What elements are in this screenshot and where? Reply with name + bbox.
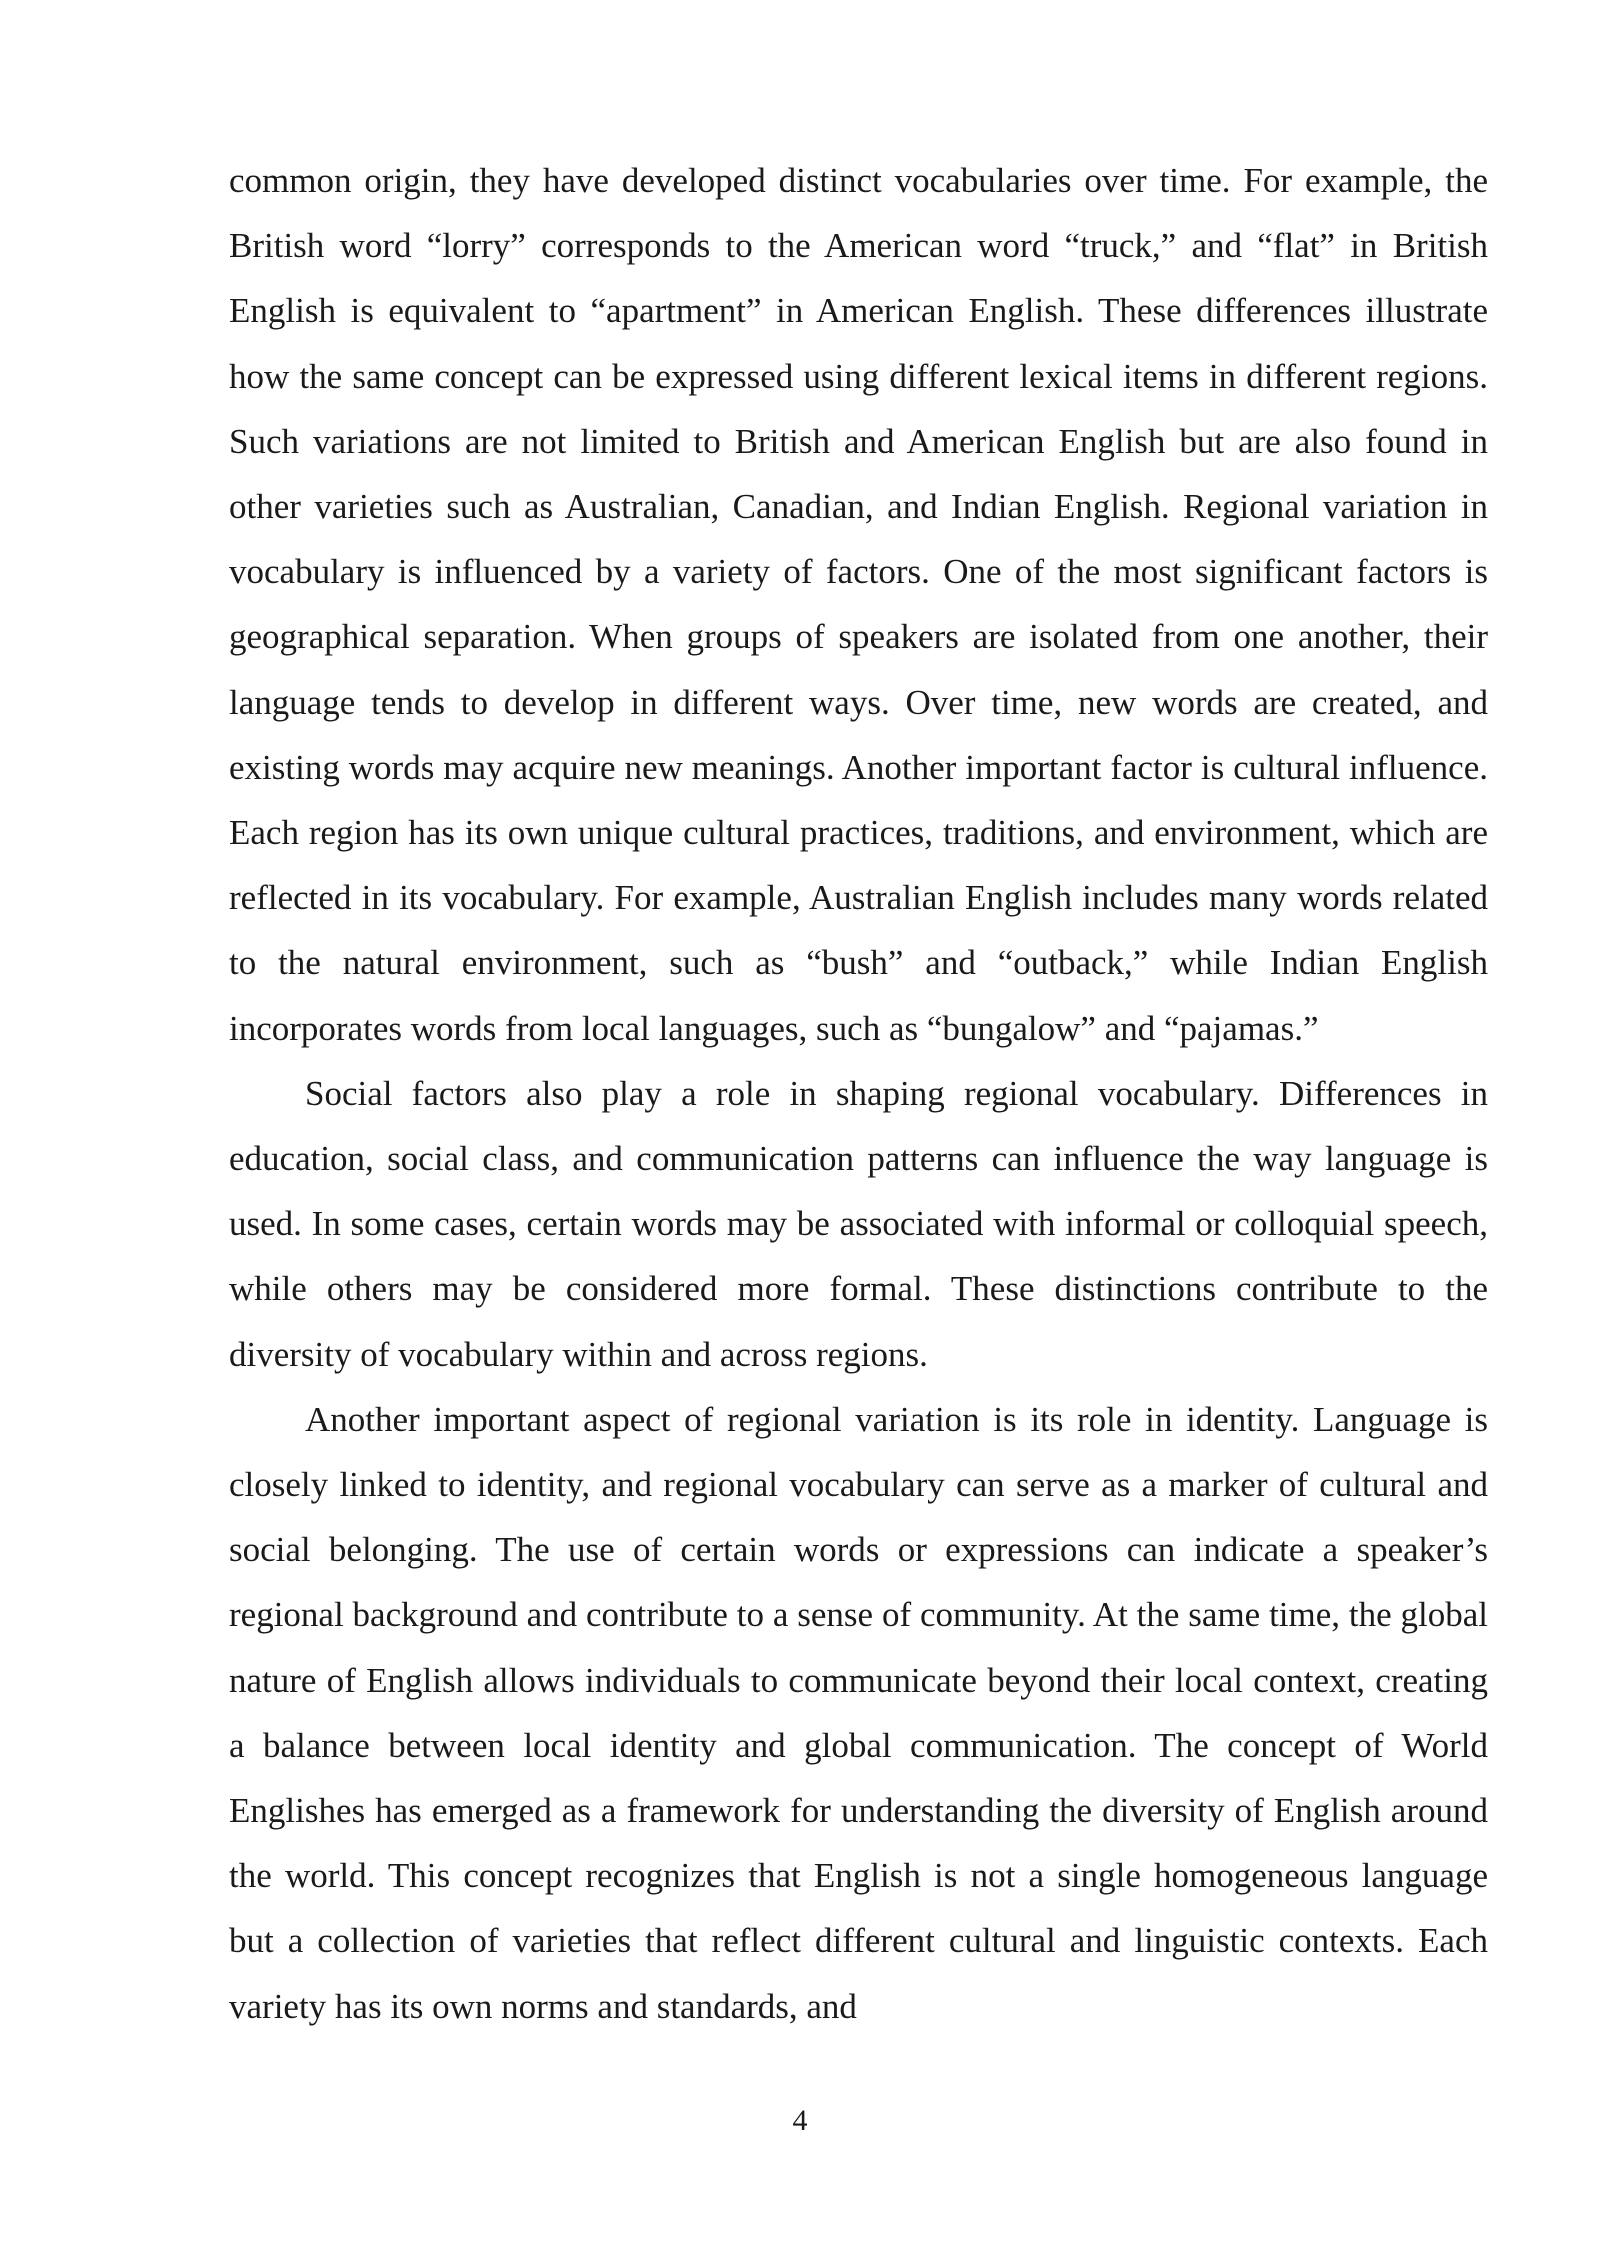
paragraph-social-factors: Social factors also play a role in shaping regional vocabulary. Differences in education, social class, and communication patterns can influence the way language is used. In some cases, certain words may be associated with informal or colloquial speech, while others may be considered more formal. These distinctions contribute to the diversity of vocabulary within and across regions. [229,1073,1488,1374]
page-number: 4 [792,2104,808,2137]
paragraph-continuation: common origin, they have developed distinct vocabularies over time. For example, the British word “lorry” corresponds to the American word “truck,” and “flat” in British English is equivalent to “apartment” in American English. These differences illustrate how the same concept can be expressed using different lexical items in different regions. Such variations are not limited to British and American English but are also found in other varieties such as Australian, Canadian, and Indian English. Regional variation in vocabulary is influenced by a variety of factors. One of the most significant factors is geographical separation. When groups of speakers are isolated from one another, their language tends to develop in different ways. Over time, new words are created, and existing words may acquire new meanings. Another important factor is cultural influence. Each region has its own unique cultural practices, traditions, and environment, which are reflected in its vocabulary. For example, Australian English includes many words related to the natural environment, such as “bush” and “outback,” while Indian English incorporates words from local languages, such as “bungalow” and “pajamas.” [229,161,1488,1048]
body-text [229,148,1488,2039]
paragraph-identity: Another important aspect of regional variation is its role in identity. Language is closely linked to identity, and regional vocabulary can serve as a marker of cultural and social belonging. The use of certain words or expressions can indicate a speaker’s regional background and contribute to a sense of community. At the same time, the global nature of English allows individuals to communicate beyond their local context, creating a balance between local identity and global communication. The concept of World Englishes has emerged as a framework for understanding the diversity of English around the world. This concept recognizes that English is not a single homogeneous language but a collection of varieties that reflect different cultural and linguistic contexts. Each variety has its own norms and standards, and [229,1399,1488,2026]
